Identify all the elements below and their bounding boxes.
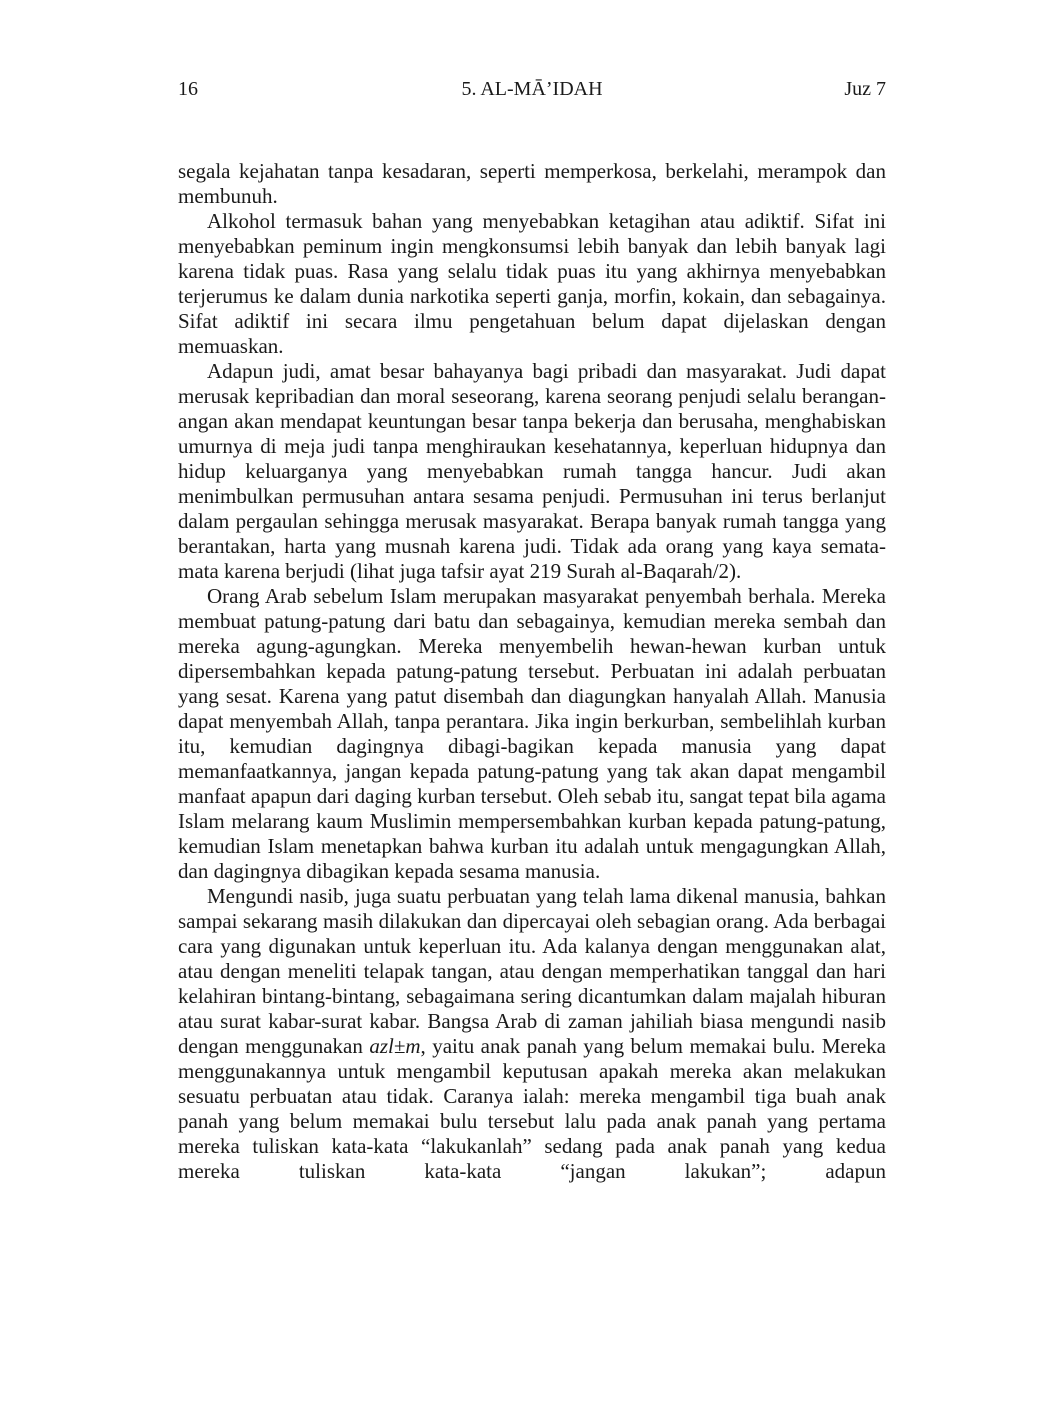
juz-label: Juz 7 — [844, 78, 886, 100]
paragraph-mengundi-nasib — [178, 884, 886, 1184]
paragraph-alkohol: Alkohol termasuk bahan yang menyebabkan ketagihan atau adiktif. Sifat ini menyebabkan peminum ingin mengkonsumsi lebih banyak dan lebih banyak lagi karena tidak puas. Rasa yang selalu tidak puas itu yang akhirnya menyebabkan terjerumus ke dalam dunia narkotika seperti ganja, morfin, kokain, dan sebagainya. Sifat adiktif ini secara ilmu pengetahuan belum dapat dijelaskan dengan memuaskan. — [178, 209, 886, 358]
paragraph-text-segment: Mengundi nasib, juga suatu perbuatan yang telah lama dikenal manusia, bahkan sampai sekarang masih dilakukan dan dipercayai oleh sebagian orang. Ada berbagai cara yang digunakan untuk keperluan itu. Ada kalanya dengan menggunakan alat, atau dengan meneliti telapak tangan, atau dengan memperhatikan tanggal dan hari kelahiran bintang-bintang, sebagaimana sering dicantumkan dalam majalah hiburan atau surat kabar-surat kabar. Bangsa Arab di zaman jahiliah biasa mengundi nasib dengan menggunakan — [178, 884, 886, 1058]
running-header — [178, 76, 886, 102]
paragraph-judi: Adapun judi, amat besar bahayanya bagi pribadi dan masyarakat. Judi dapat merusak kepribadian dan moral seseorang, karena seorang penjudi selalu berangan-angan akan mendapat keuntungan besar tanpa bekerja dan berusaha, menghabiskan umurnya di meja judi tanpa menghiraukan kesehatannya, keperluan hidupnya dan hidup keluarganya yang menyebabkan rumah tangga hancur. Judi akan menimbulkan permusuhan antara sesama penjudi. Permusuhan ini terus berlanjut dalam pergaulan sehingga merusak masyarakat. Berapa banyak rumah tangga yang berantakan, harta yang musnah karena judi. Tidak ada orang yang kaya semata-mata karena berjudi (lihat juga tafsir ayat 219 Surah al-Baqarah/2). — [178, 359, 886, 583]
chapter-title: 5. AL-MĀ’IDAH — [461, 78, 603, 100]
italic-term-azlam: azl±m — [369, 1034, 421, 1058]
paragraph-text-segment: , yaitu anak panah yang belum memakai bulu. Mereka menggunakannya untuk mengambil keputusan apakah mereka akan melakukan sesuatu perbuatan atau tidak. Caranya ialah: mereka mengambil tiga buah anak panah yang belum memakai bulu tersebut lalu pada anak panah yang pertama mereka tuliskan kata-kata “lakukanlah” sedang pada anak panah yang kedua mereka tuliskan kata-kata “jangan lakukan”; adapun — [178, 1034, 886, 1183]
page-number: 16 — [178, 78, 198, 100]
paragraph-continued: segala kejahatan tanpa kesadaran, seperti memperkosa, berkelahi, merampok dan membunuh. — [178, 159, 886, 208]
paragraph-berhala: Orang Arab sebelum Islam merupakan masyarakat penyembah berhala. Mereka membuat patung-patung dari batu dan sebagainya, kemudian mereka sembah dan mereka agung-agungkan. Mereka menyembelih hewan-hewan kurban untuk dipersembahkan kepada patung-patung tersebut. Perbuatan ini adalah perbuatan yang sesat. Karena yang patut disembah dan diagungkan hanyalah Allah. Manusia dapat menyembah Allah, tanpa perantara. Jika ingin berkurban, sembelihlah kurban itu, kemudian dagingnya dibagi-bagikan kepada manusia yang dapat memanfaatkannya, jangan kepada patung-patung yang tak akan dapat mengambil manfaat apapun dari daging kurban tersebut. Oleh sebab itu, sangat tepat bila agama Islam melarang kaum Muslimin mempersembahkan kurban kepada patung-patung, kemudian Islam menetapkan bahwa kurban itu adalah untuk mengagungkan Allah, dan dagingnya dibagikan kepada sesama manusia. — [178, 584, 886, 883]
page-body — [178, 159, 886, 1184]
